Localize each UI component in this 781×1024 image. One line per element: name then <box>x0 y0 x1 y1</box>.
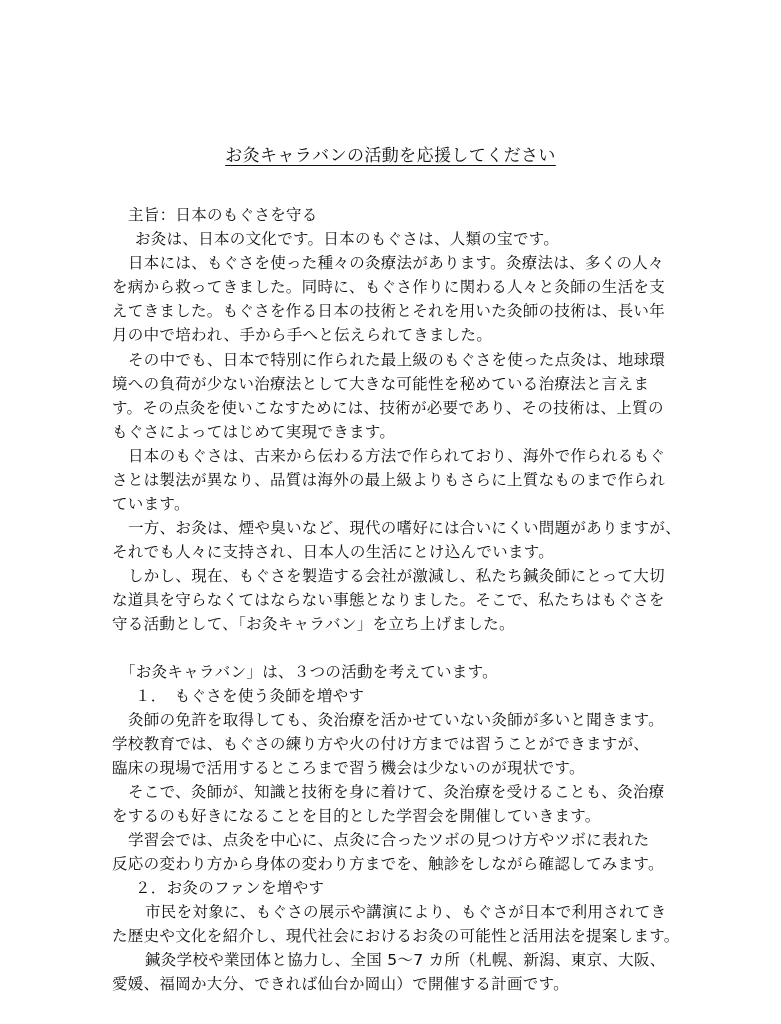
section-heading: １． もぐさを使う灸師を増やす <box>135 687 365 705</box>
text-line: お灸は、日本の文化です。日本のもぐさは、人類の宝です。 <box>135 230 560 248</box>
text-line: その中でも、日本で特別に作られた最上級のもぐさを使った点灸は、地球環 <box>128 351 666 369</box>
text-line: す。その点灸を使いこなすためには、技術が必要であり、その技術は、上質の <box>112 399 664 417</box>
section-heading: ２．お灸のファンを増やす <box>135 879 325 897</box>
text-line: た歴史や文化を紹介し、現代社会におけるお灸の可能性と活用法を提案します。 <box>112 927 680 945</box>
document-title: お灸キャラバンの活動を応援してください <box>225 146 556 166</box>
text-line: 学習会では、点灸を中心に、点灸に合ったツボの見つけ方やツボに表れた <box>128 831 650 849</box>
text-line: そこで、灸師が、知識と技術を身に着けて、灸治療を受けることも、灸治療 <box>128 783 665 801</box>
text-line: 市民を対象に、もぐさの展示や講演により、もぐさが日本で利用されてき <box>145 903 667 921</box>
text-line: 守る活動として、「お灸キャラバン」を立ち上げました。 <box>112 615 515 633</box>
text-line: 灸師の免許を取得しても、灸治療を活かせていない灸師が多いと聞きます。 <box>128 711 664 729</box>
text-line: をするのも好きになることを目的とした学習会を開催していきます。 <box>112 807 601 825</box>
text-line: 鍼灸学校や業団体と協力し、全国 5～7 カ所（札幌、新潟、東京、大阪、 <box>145 951 666 969</box>
text-line: 主旨：日本のもぐさを守る <box>128 206 318 224</box>
text-line: を病から救ってきました。同時に、もぐさ作りに関わる人々と灸師の生活を支 <box>112 278 666 296</box>
text-line: 学校教育では、もぐさの練り方や火の付け方までは習うことができますが、 <box>112 735 650 753</box>
text-line: しかし、現在、もぐさを製造する会社が激減し、私たち鍼灸師にとって大切 <box>128 567 665 585</box>
text-line: えてきました。もぐさを作る日本の技術とそれを用いた灸師の技術は、長い年 <box>112 302 666 320</box>
text-line: 愛媛、福岡か大分、できれば仙台か岡山）で開催する計画です。 <box>112 975 569 993</box>
text-line: 「お灸キャラバン」は、３つの活動を考えています。 <box>120 663 498 681</box>
text-line: 日本には、もぐさを使った種々の灸療法があります。灸療法は、多くの人々 <box>128 254 664 272</box>
text-line: ています。 <box>112 495 190 513</box>
text-line: な道具を守らなくてはならない事態となりました。そこで、私たちはもぐさを <box>112 591 665 609</box>
text-line: 月の中で培われ、手から手へと伝えられてきました。 <box>112 326 493 344</box>
text-line: もぐさによってはじめて実現できます。 <box>112 423 396 441</box>
text-line: それでも人々に支持され、日本人の生活にとけ込んでいます。 <box>112 543 555 561</box>
text-line: 境への負荷が少ない治療法として大きな可能性を秘めている治療法と言えま <box>112 375 650 393</box>
text-line: 日本のもぐさは、古来から伝わる方法で作られており、海外で作られるもぐ <box>128 447 666 465</box>
text-line: 一方、お灸は、煙や臭いなど、現代の嗜好には合いにくい問題がありますが、 <box>128 519 682 537</box>
text-line: 臨床の現場で活用するところまで習う機会は少ないのが現状です。 <box>112 759 585 777</box>
text-line: さとは製法が異なり、品質は海外の最上級よりもさらに上質なものまで作られ <box>112 471 666 489</box>
text-line: 反応の変わり方から身体の変わり方までを、触診をしながら確認してみます。 <box>112 855 664 873</box>
